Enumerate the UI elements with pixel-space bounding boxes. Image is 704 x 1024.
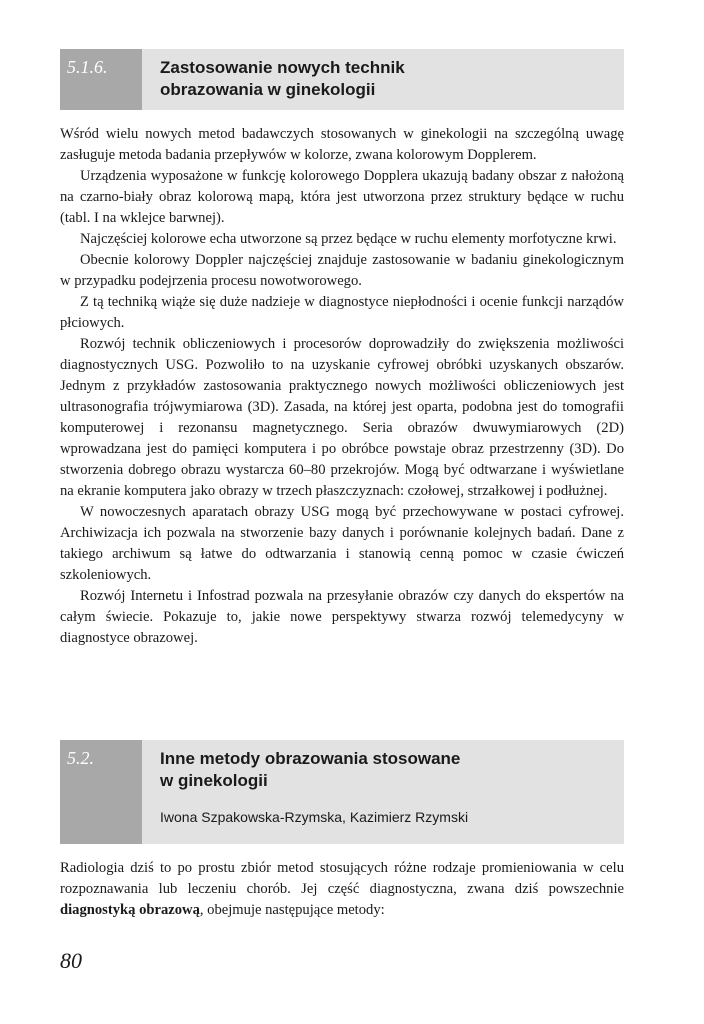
page-number: 80 [60,948,82,973]
section-authors: Iwona Szpakowska-Rzymska, Kazimierz Rzymski [160,809,469,825]
section-body-2 [60,858,624,921]
paragraph-text: Radiologia dziś to po prostu zbiór metod stosujących różne rodzaje promieniowania w celu rozpoznawania lub leczeniu chorób. Jej część diagnostyczna, zwana dziś powszechnie [60,860,624,897]
section-title [142,740,468,844]
paragraph: Z tą techniką wiąże się duże nadzieje w diagnostyce niepłodności i ocenie funkcji narządów płciowych. [60,294,624,331]
section-body [60,124,624,649]
section-number: 5.1.6. [60,49,142,110]
section-number: 5.2. [60,740,142,844]
section-title-line1: Inne metody obrazowania stosowane [160,749,461,768]
paragraph: Wśród wielu nowych metod badawczych stosowanych w ginekologii na szczególną uwagę zasługuje metoda badania przepływów w kolorze, zwana kolorowym Dopplerem. [60,126,624,163]
paragraph-text-end: , obejmuje następujące metody: [199,902,385,918]
section-title [142,49,405,110]
paragraph: Urządzenia wyposażone w funkcję kolorowego Dopplera ukazują badany obszar z nałożoną na czarno-biały obraz kolorową mapą, która jest utworzona przez struktury będące w ruchu (tabl. I na wklejce barwnej). [60,168,624,226]
paragraph: Rozwój Internetu i Infostrad pozwala na przesyłanie obrazów czy danych do ekspertów na całym świecie. Pokazuje to, jakie nowe perspektywy stwarza rozwój telemedycyny w diagnostyce obrazowej. [60,588,624,646]
paragraph: Rozwój technik obliczeniowych i procesorów doprowadziły do zwiększenia możliwości diagnostycznych USG. Pozwoliło to na uzyskanie cyfrowej obróbki uzyskanych obszarów. Jednym z przykładów zastosowania praktycznego nowych możliwości obliczeniowych jest ultrasonografia trójwymiarowa (3D). Zasada, na której jest oparta, podobna jest do tomografii komputerowej i rezonansu magnetycznego. Seria obrazów dwuwymiarowych (2D) wprowadzana jest do pamięci komputera i po obróbce powstaje obraz przestrzenny (3D). Do stworzenia dobrego obrazu wystarcza 60–80 przekrojów. Mogą być odtwarzane i wyświetlane na ekranie komputera jako obrazy w trzech płaszczyznach: czołowej, strzałkowej i podłużnej. [60,336,624,499]
section-title-line2: w ginekologii [160,771,268,790]
paragraph-bold-term: diagnostyką obrazową [60,902,200,918]
section-title-line1: Zastosowanie nowych technik [160,58,405,77]
section-header-5-1-6 [60,49,624,110]
paragraph: W nowoczesnych aparatach obrazy USG mogą być przechowywane w postaci cyfrowej. Archiwizacja ich pozwala na stworzenie bazy danych i porównanie kolejnych badań. Dane z takiego archiwum są łatwe do odtwarzania i stanowią cenną pomoc w czasie ćwiczeń szkoleniowych. [60,504,624,583]
paragraph: Najczęściej kolorowe echa utworzone są przez będące w ruchu elementy morfotyczne krwi. [80,231,617,247]
section-title-line2: obrazowania w ginekologii [160,80,376,99]
section-header-5-2 [60,740,624,844]
paragraph: Obecnie kolorowy Doppler najczęściej znajduje zastosowanie w badaniu ginekologicznym w przypadku podejrzenia procesu nowotworowego. [60,252,624,289]
paragraph [60,858,624,921]
